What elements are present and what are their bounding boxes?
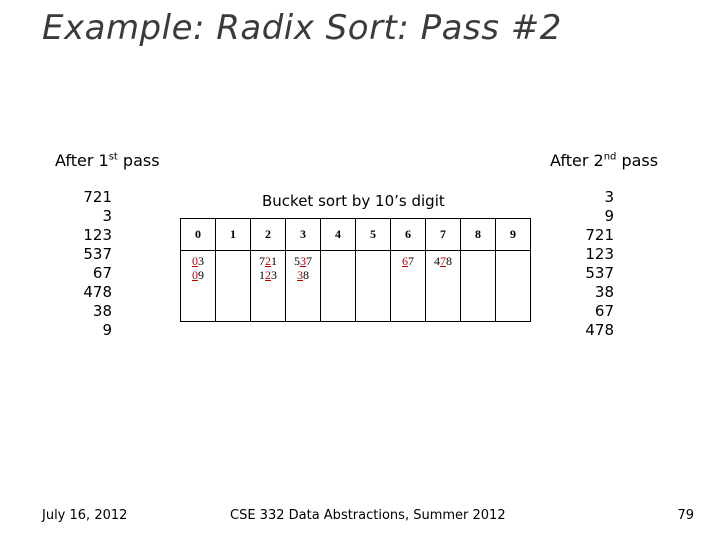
entry-prefix: 7 xyxy=(259,254,265,268)
value-item: 537 xyxy=(83,245,112,263)
value-item: 3 xyxy=(102,207,112,225)
value-item: 9 xyxy=(604,207,614,225)
bucket-entry xyxy=(181,254,215,268)
bucket-digit: 6 xyxy=(391,219,426,251)
bucket-entry xyxy=(391,254,425,268)
bucket-digit: 1 xyxy=(216,219,251,251)
tens-digit-highlight: 6 xyxy=(402,254,408,268)
bucket-cell xyxy=(321,251,356,322)
bucket-cell xyxy=(356,251,391,322)
value-item: 123 xyxy=(83,226,112,244)
entry-suffix: 3 xyxy=(271,268,277,282)
bucket-entry xyxy=(286,254,320,268)
tens-digit-highlight: 7 xyxy=(440,254,446,268)
value-item: 478 xyxy=(83,283,112,301)
value-item: 721 xyxy=(83,188,112,206)
bucket-entry xyxy=(426,254,460,268)
value-item: 38 xyxy=(92,302,112,320)
bucket-entry xyxy=(181,268,215,282)
bucket-cell xyxy=(391,251,426,322)
bucket-digit: 3 xyxy=(286,219,321,251)
value-item: 478 xyxy=(585,321,614,339)
bucket-digit: 5 xyxy=(356,219,391,251)
bucket-cell xyxy=(496,251,531,322)
value-item: 67 xyxy=(92,264,112,282)
label-sup: nd xyxy=(603,151,617,163)
tens-digit-highlight: 2 xyxy=(265,254,271,268)
bucket-contents-row xyxy=(181,251,531,322)
label-prefix: After 1 xyxy=(55,151,109,170)
second-pass-list xyxy=(585,188,614,340)
value-item: 3 xyxy=(604,188,614,206)
bucket-entry xyxy=(286,268,320,282)
bucket-digit: 4 xyxy=(321,219,356,251)
value-item: 9 xyxy=(102,321,112,339)
bucket-cell xyxy=(181,251,216,322)
label-suffix: pass xyxy=(117,151,160,170)
tens-digit-highlight: 0 xyxy=(192,254,198,268)
entry-suffix: 3 xyxy=(198,254,204,268)
entry-suffix: 9 xyxy=(198,268,204,282)
bucket-cell xyxy=(286,251,321,322)
bucket-header-row xyxy=(181,219,531,251)
after-first-pass-label xyxy=(55,151,160,170)
after-second-pass-label xyxy=(550,151,658,170)
tens-digit-highlight: 2 xyxy=(265,268,271,282)
entry-prefix: 4 xyxy=(434,254,440,268)
bucket-cell xyxy=(426,251,461,322)
entry-suffix: 8 xyxy=(303,268,309,282)
value-item: 123 xyxy=(585,245,614,263)
label-suffix: pass xyxy=(616,151,659,170)
bucket-entry xyxy=(251,254,285,268)
label-prefix: After 2 xyxy=(550,151,604,170)
first-pass-list xyxy=(83,188,112,340)
bucket-cell xyxy=(216,251,251,322)
page-number: 79 xyxy=(677,508,694,523)
value-item: 537 xyxy=(585,264,614,282)
entry-suffix: 1 xyxy=(271,254,277,268)
tens-digit-highlight: 3 xyxy=(297,268,303,282)
footer-date: July 16, 2012 xyxy=(42,508,128,523)
bucket-digit: 8 xyxy=(461,219,496,251)
entry-prefix: 1 xyxy=(259,268,265,282)
entry-suffix: 8 xyxy=(446,254,452,268)
bucket-digit: 0 xyxy=(181,219,216,251)
bucket-digit: 2 xyxy=(251,219,286,251)
bucket-table xyxy=(180,218,531,322)
entry-suffix: 7 xyxy=(306,254,312,268)
bucket-digit: 7 xyxy=(426,219,461,251)
bucket-cell xyxy=(251,251,286,322)
value-item: 721 xyxy=(585,226,614,244)
slide-title: Example: Radix Sort: Pass #2 xyxy=(42,8,562,48)
bucket-digit: 9 xyxy=(496,219,531,251)
footer-course: CSE 332 Data Abstractions, Summer 2012 xyxy=(230,508,506,523)
value-item: 67 xyxy=(594,302,614,320)
bucket-cell xyxy=(461,251,496,322)
label-sup: st xyxy=(108,151,118,163)
bucket-entry xyxy=(251,268,285,282)
bucket-caption: Bucket sort by 10’s digit xyxy=(262,192,445,210)
tens-digit-highlight: 3 xyxy=(300,254,306,268)
entry-prefix: 5 xyxy=(294,254,300,268)
value-item: 38 xyxy=(594,283,614,301)
entry-suffix: 7 xyxy=(408,254,414,268)
tens-digit-highlight: 0 xyxy=(192,268,198,282)
